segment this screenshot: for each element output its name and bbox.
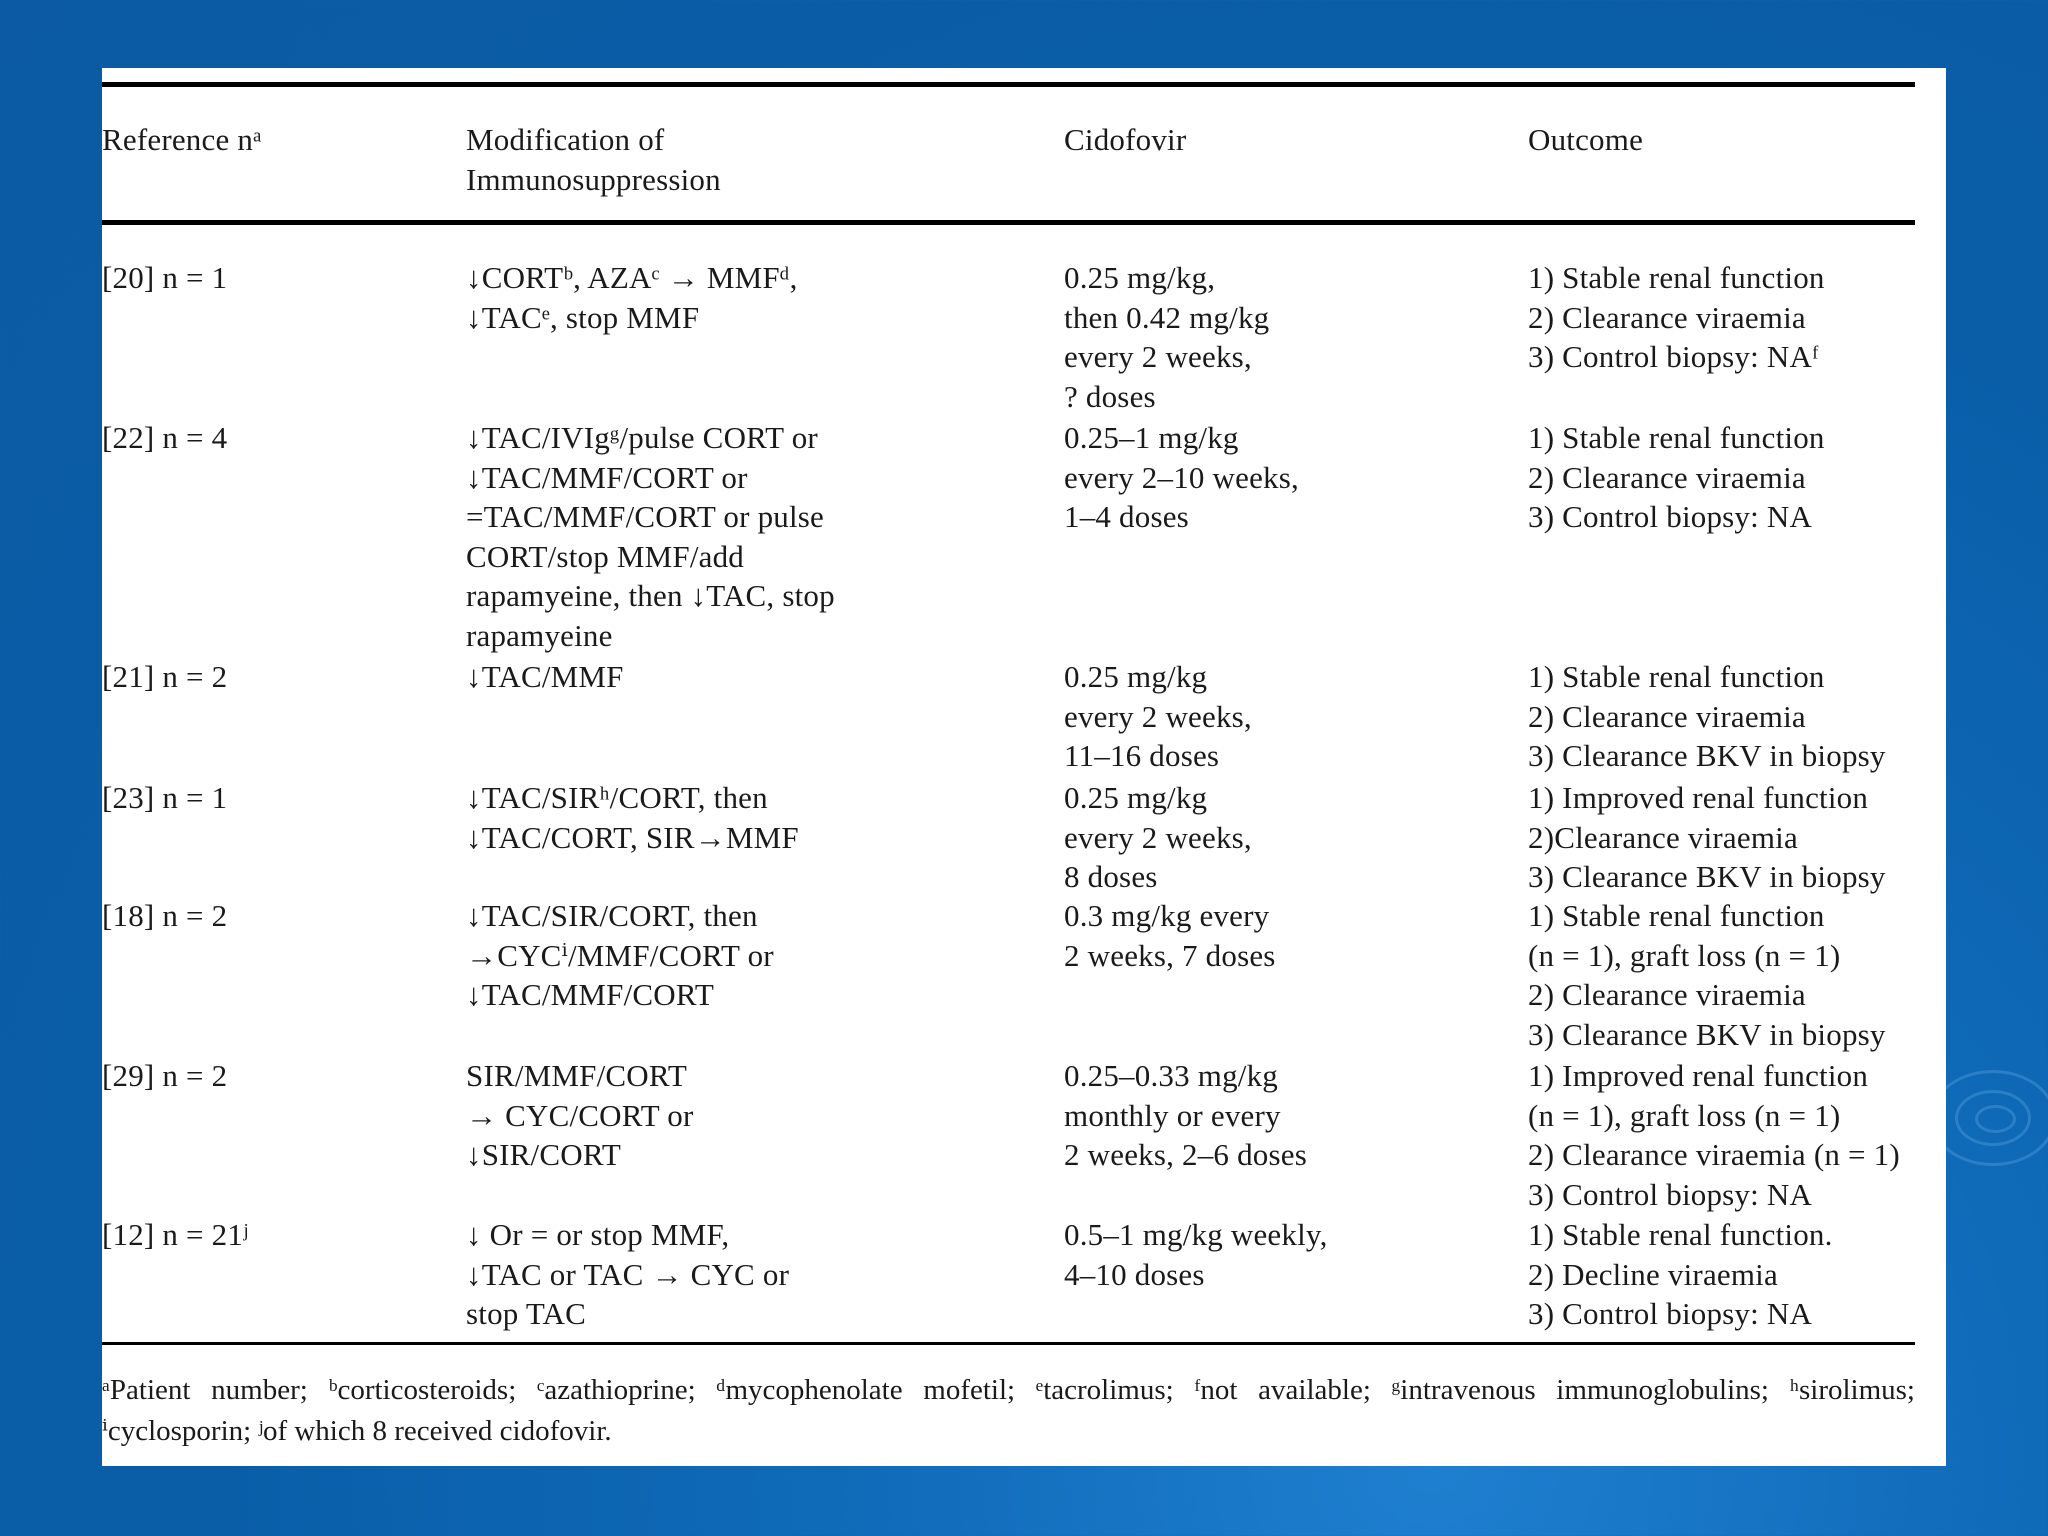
cell-outcome: 1) Stable renal function. 2) Decline viraemia 3) Control biopsy: NA — [1528, 1217, 1833, 1331]
cell-outcome: 1) Improved renal function 2)Clearance viraemia 3) Clearance BKV in biopsy — [1528, 780, 1886, 894]
cell-outcome: 1) Stable renal function 2) Clearance viraemia 3) Clearance BKV in biopsy — [1528, 659, 1886, 773]
header-cidofovir: Cidofovir — [1064, 122, 1187, 157]
cell-outcome: 1) Stable renal function (n = 1), graft loss (n = 1) 2) Clearance viraemia 3) Clearance BKV in biopsy — [1528, 898, 1886, 1052]
bottom-rule — [102, 1342, 1915, 1345]
cell-cidofovir: 0.25 mg/kg every 2 weeks, 8 doses — [1064, 780, 1252, 894]
table-footnote: ᵃPatient number; ᵇcorticosteroids; ᶜazathioprine; ᵈmycophenolate mofetil; ᵉtacrolimus; ᶠnot available; ᵍintravenous immunoglobulins; ʰsirolimus; ⁱcyclosporin; ʲof which 8 received cidofovir. — [102, 1374, 1923, 1447]
cell-modification: ↓CORTᵇ, AZAᶜ → MMFᵈ, ↓TACᵉ, stop MMF — [466, 260, 798, 335]
header-modification: Modification of Immunosuppression — [466, 122, 721, 197]
cell-reference: [20] n = 1 — [102, 260, 228, 295]
header-outcome: Outcome — [1528, 122, 1644, 157]
cell-outcome: 1) Stable renal function 2) Clearance viraemia 3) Control biopsy: NA — [1528, 420, 1825, 534]
cell-modification: ↓TAC/SIR/CORT, then →CYCⁱ/MMF/CORT or ↓TAC/MMF/CORT — [466, 898, 774, 1012]
cell-reference: [12] n = 21ʲ — [102, 1217, 249, 1252]
cell-outcome: 1) Stable renal function 2) Clearance viraemia 3) Control biopsy: NAᶠ — [1528, 260, 1825, 374]
cell-cidofovir: 0.25 mg/kg every 2 weeks, 11–16 doses — [1064, 659, 1252, 773]
cell-reference: [23] n = 1 — [102, 780, 228, 815]
cell-reference: [29] n = 2 — [102, 1058, 228, 1093]
header-rule — [102, 220, 1915, 225]
cell-outcome: 1) Improved renal function (n = 1), graft loss (n = 1) 2) Clearance viraemia (n = 1) 3) Control biopsy: NA — [1528, 1058, 1900, 1212]
cell-cidofovir: 0.5–1 mg/kg weekly, 4–10 doses — [1064, 1217, 1328, 1292]
table-panel — [102, 68, 1946, 1466]
cell-modification: ↓TAC/IVIgᵍ/pulse CORT or ↓TAC/MMF/CORT or =TAC/MMF/CORT or pulse CORT/stop MMF/add rapamyeine, then ↓TAC, stop rapamyeine — [466, 420, 835, 653]
cell-reference: [18] n = 2 — [102, 898, 228, 933]
top-rule — [102, 82, 1915, 87]
cell-modification: SIR/MMF/CORT → CYC/CORT or ↓SIR/CORT — [466, 1058, 694, 1172]
cell-cidofovir: 0.25–0.33 mg/kg monthly or every 2 weeks, 2–6 doses — [1064, 1058, 1307, 1172]
cell-reference: [22] n = 4 — [102, 420, 228, 455]
header-reference: Reference nᵃ — [102, 122, 262, 157]
background-swirl — [1975, 1105, 2016, 1133]
cell-reference: [21] n = 2 — [102, 659, 228, 694]
cell-modification: ↓TAC/MMF — [466, 659, 624, 694]
cell-modification: ↓TAC/SIRʰ/CORT, then ↓TAC/CORT, SIR→MMF — [466, 780, 799, 855]
cell-cidofovir: 0.25–1 mg/kg every 2–10 weeks, 1–4 doses — [1064, 420, 1299, 534]
cell-cidofovir: 0.3 mg/kg every 2 weeks, 7 doses — [1064, 898, 1276, 973]
cell-modification: ↓ Or = or stop MMF, ↓TAC or TAC → CYC or stop TAC — [466, 1217, 790, 1331]
cell-cidofovir: 0.25 mg/kg, then 0.42 mg/kg every 2 weeks, ? doses — [1064, 260, 1270, 414]
